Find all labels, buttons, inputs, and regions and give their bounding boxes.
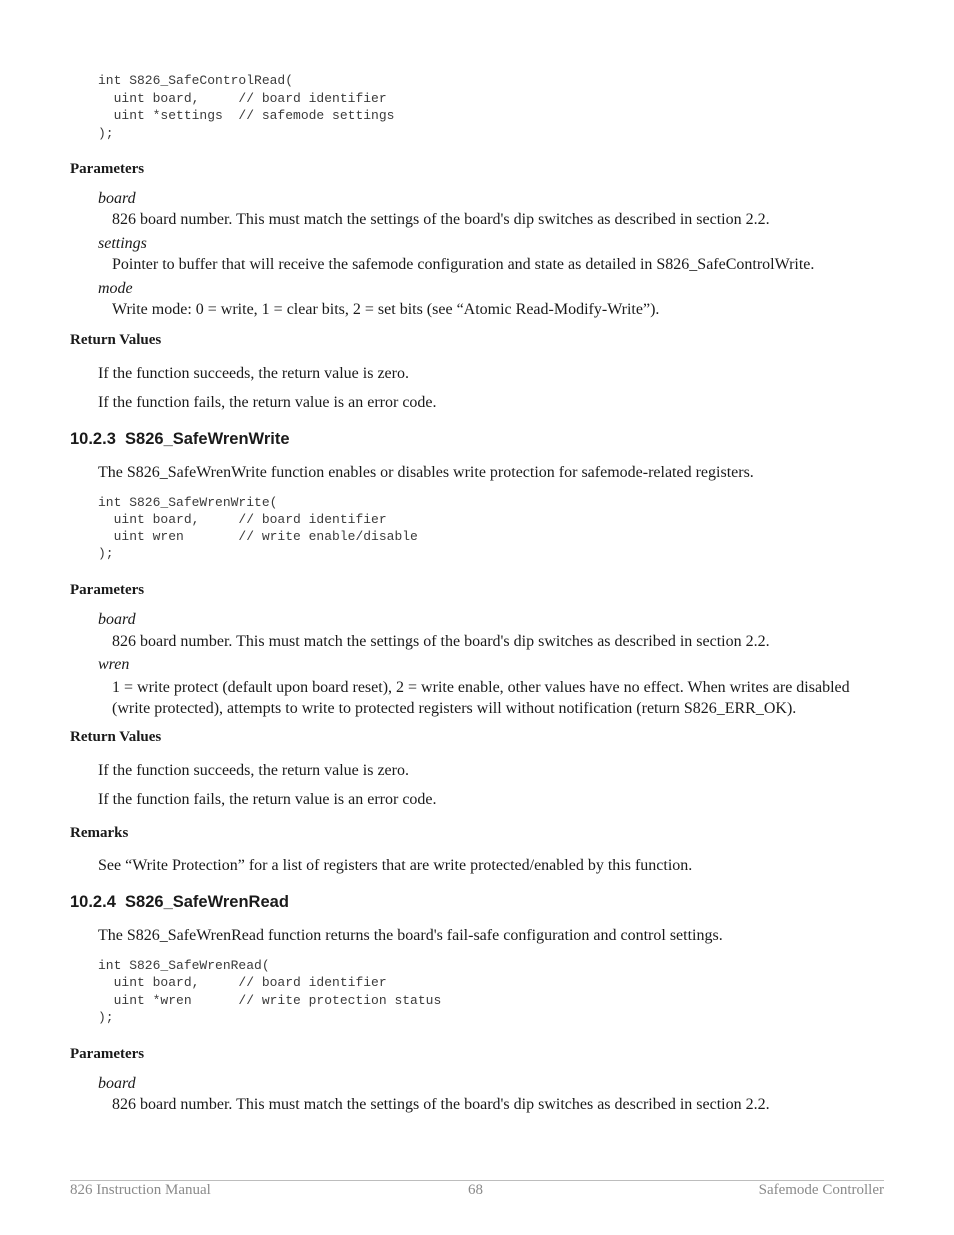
param-term-board: board (98, 190, 136, 207)
section-heading-safewrenread: 10.2.4 S826_SafeWrenRead (70, 893, 289, 911)
section-intro: The S826_SafeWrenWrite function enables or disables write protection for safemode-related registers. (98, 464, 754, 481)
footer-left: 826 Instruction Manual (70, 1182, 211, 1198)
code-line: uint board, // board identifier (98, 975, 387, 990)
section-heading-safewrenwrite: 10.2.3 S826_SafeWrenWrite (70, 430, 290, 448)
parameters-label: Parameters (70, 582, 145, 598)
return-fail-text: If the function fails, the return value is an error code. (98, 394, 437, 411)
param-term-board: board (98, 1075, 136, 1092)
code-line: uint board, // board identifier (98, 512, 387, 527)
param-term-wren: wren (98, 656, 130, 673)
param-term-mode: mode (98, 280, 133, 297)
code-line: ); (98, 1010, 114, 1025)
param-desc-board: 826 board number. This must match the settings of the board's dip switches as described in section 2.2. (112, 1096, 770, 1113)
footer-right: Safemode Controller (758, 1182, 884, 1198)
remarks-text: See “Write Protection” for a list of registers that are write protected/enabled by this function. (98, 857, 693, 874)
section-intro: The S826_SafeWrenRead function returns the board's fail-safe configuration and control settings. (98, 927, 723, 944)
param-term-board: board (98, 611, 136, 628)
param-term-settings: settings (98, 235, 147, 252)
return-values-label: Return Values (70, 729, 162, 745)
return-success-text: If the function succeeds, the return value is zero. (98, 365, 409, 382)
code-line: int S826_SafeControlRead( (98, 73, 294, 88)
footer-divider (70, 1180, 884, 1181)
code-line: uint *wren // write protection status (98, 993, 442, 1008)
remarks-label: Remarks (70, 825, 129, 841)
return-fail-text: If the function fails, the return value is an error code. (98, 791, 437, 808)
code-line: uint board, // board identifier (98, 91, 387, 106)
return-values-label: Return Values (70, 332, 162, 348)
code-line: int S826_SafeWrenWrite( (98, 495, 278, 510)
param-desc-mode: Write mode: 0 = write, 1 = clear bits, 2 = set bits (see “Atomic Read-Modify-Write”). (112, 301, 660, 318)
param-desc-settings: Pointer to buffer that will receive the safemode configuration and state as detailed in S826_SafeControlWrite. (112, 256, 815, 273)
param-desc-board: 826 board number. This must match the settings of the board's dip switches as described in section 2.2. (112, 633, 770, 650)
return-success-text: If the function succeeds, the return value is zero. (98, 762, 409, 779)
parameters-label: Parameters (70, 161, 145, 177)
code-line: uint *settings // safemode settings (98, 108, 395, 123)
code-line: ); (98, 546, 114, 561)
parameters-label: Parameters (70, 1046, 145, 1062)
code-line: ); (98, 126, 114, 141)
code-line: uint wren // write enable/disable (98, 529, 418, 544)
param-desc-wren: 1 = write protect (default upon board reset), 2 = write enable, other values have no effect. When writes are disabled (write protected), attempts to write to protected registers will without notification (return S826_ERR_OK). (112, 679, 850, 717)
page-number: 68 (468, 1182, 483, 1198)
code-line: int S826_SafeWrenRead( (98, 958, 270, 973)
param-desc-board: 826 board number. This must match the settings of the board's dip switches as described in section 2.2. (112, 211, 770, 228)
